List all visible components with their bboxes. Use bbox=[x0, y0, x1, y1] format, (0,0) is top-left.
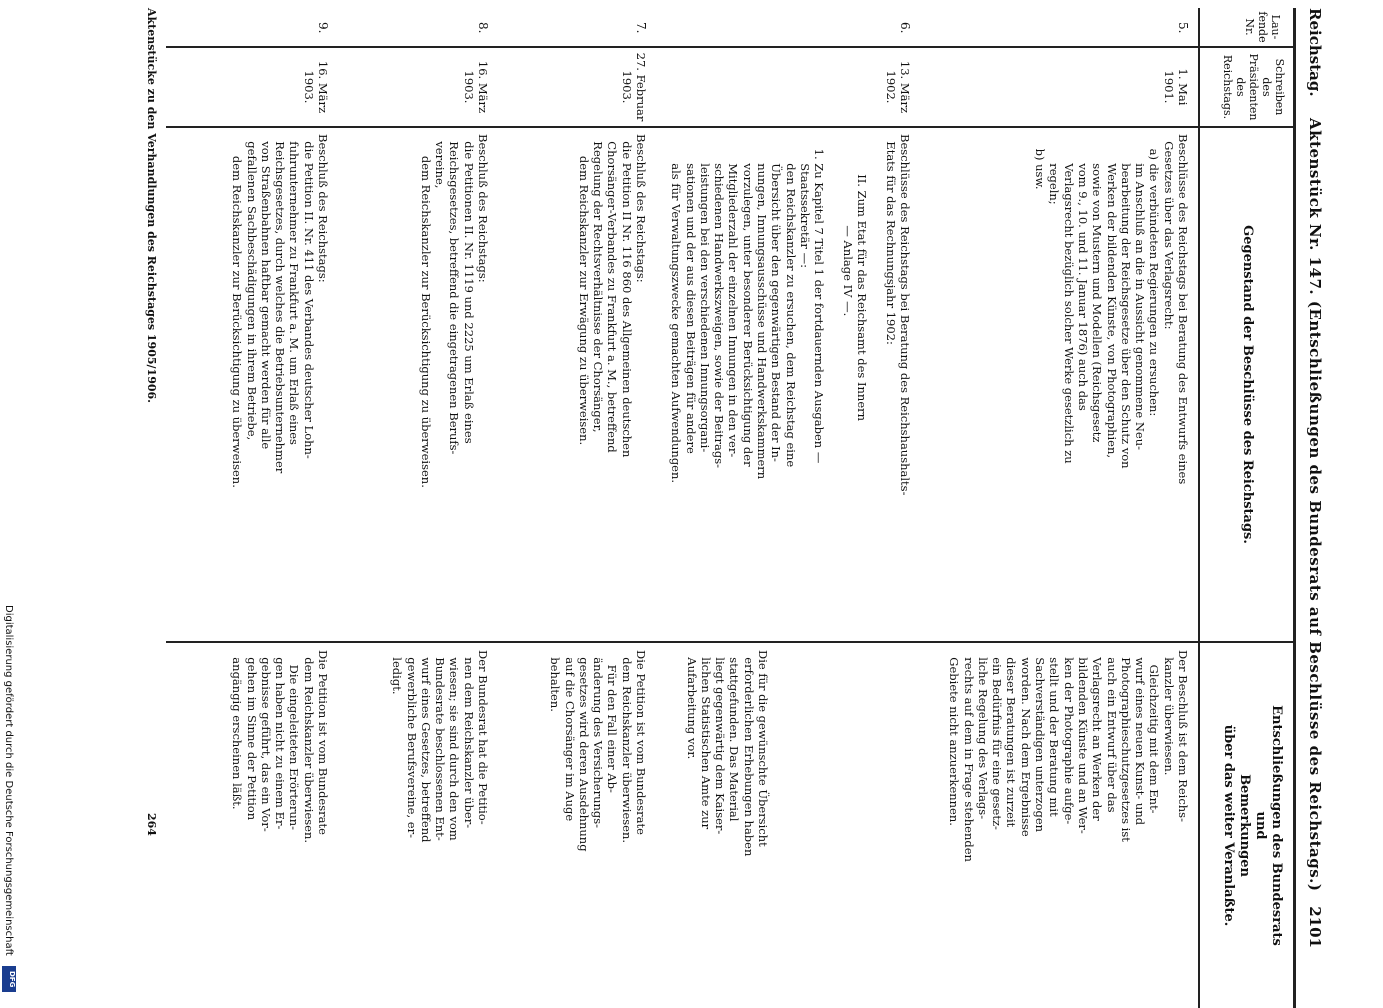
row-number: 8. bbox=[476, 22, 490, 34]
row-date: 27. Februar 1903. bbox=[620, 52, 648, 122]
row-subject: Beschlüsse des Reichstags bei Beratung des Entwurfs eines Gesetzes über das Verlagsrecht: a) die verbündeten Regierungen zu ersuchen: im Anschluß an die in Aussicht genommene Neu- bearbeitung der Reichsgesetze über den Schutz von Werken der bildenden Künste, von Photographien, sowie von Mustern und Modellen (Reichsgesetz vom 9., 10. und 11. Januar 1876) auch das Verlagsrecht bezüglich solcher Werke gesetzlich zu regeln; b) usw. bbox=[1033, 134, 1190, 485]
row-number: 9. bbox=[316, 22, 330, 34]
row-subject: Beschlüsse des Reichstags bei Beratung des Reichshaushalts- Etats für das Rechnungsjahr 1902: II. Zum Etat für das Reichsamt des Innern — Anlage IV —. 1. Zu Kapitel 7 Titel 1 der fortdauernden Ausgaben — Staatssekretär —: den Reichskanzler zu ersuchen, dem Reichstag eine Übersicht über den gegenwärtigen Bestand der In- nungen, Innungsausschüsse und Handwerkskammern vorzulegen, unter besonderer Berücksichtigung der Mitgliederzahl der einzelnen Innungen in den ver- schiedenen Handwerkszweigen, sowie der Beitrags- leistungen bei den verschiedenen Innungsorgani- sationen und der aus diesen Beiträgen für andere als für Verwaltungszwecke gemachten Aufwendungen. bbox=[669, 134, 912, 496]
colhead-schreiben: Schreiben des Präsidenten des Reichstags. bbox=[1221, 53, 1286, 121]
colhead-rule bbox=[1198, 8, 1200, 1008]
row-decision: Die für die gewünschte Übersicht erforderlichen Erhebungen haben stattgefunden. Das Material liegt gegenwärtig dem Kaiser- lichen Statistischen Amte zur Aufarbeitung vor. bbox=[684, 650, 770, 857]
digitization-note: Digitalisierung gefördert durch die Deutsche Forschungsgemeinschaft bbox=[3, 605, 14, 956]
col-divider-3 bbox=[166, 641, 1296, 643]
col-divider-2 bbox=[166, 126, 1296, 128]
footer-note: Aktenstücke zu den Verhandlungen des Reichstages 1905/1906. bbox=[145, 8, 158, 403]
colhead-gegenstand: Gegenstand der Beschlüsse des Reichstags. bbox=[1240, 225, 1255, 544]
row-number: 6. bbox=[898, 22, 912, 34]
row-date: 13. März 1902. bbox=[884, 60, 912, 114]
header-left: Reichstag. bbox=[1306, 8, 1324, 97]
footer-page: 264 bbox=[145, 813, 158, 836]
row-number: 5. bbox=[1176, 22, 1190, 34]
page-header bbox=[1300, 8, 1324, 1008]
col-divider-1 bbox=[166, 46, 1296, 48]
row-decision: Der Beschluß ist dem Reichs- kanzler überwiesen. Gleichzeitig mit dem Ent- wurf eines neuen Kunst- und Photographieschutzgesetzes ist auch ein Entwurf über das Verlagsrecht an Werken der bildenden Künste und an Wer- ken der Photographie aufge- stellt und der Beratung mit Sachverständigen unterzogen worden. Nach dem Ergebnisse dieser Beratungen ist zurzeit ein Bedürfnis für eine gesetz- liche Regelung des Verlags- rechts auf dem in Frage stehenden Gebiete nicht anzuerkennen. bbox=[947, 650, 1190, 862]
row-subject: Beschluß des Reichstags: die Petition II. Nr. 411 des Verbandes deutscher Lohn- fuhrunternehmer zu Frankfurt a. M. um Erlaß eines Reichsgesetzes, durch welches die Betriebsunternehmer von Straßenbahnen haftbar gemacht werden für alle gefallenen Sachbeschädigungen in ihrem Betriebe, dem Reichskanzler zur Berücksichtigung zu überweisen. bbox=[230, 134, 330, 488]
row-number: 7. bbox=[634, 22, 648, 34]
row-decision: Die Petition ist vom Bundesrate dem Reichskanzler überwiesen. Die eingeleiteten Erörterun- gen haben nicht zu einem Er- gebnisse geführt, das ein Vor- gehen im Sinne der Petition angängig erscheinen läßt. bbox=[230, 650, 330, 844]
row-decision: Die Petition ist vom Bundesrate dem Reichskanzler überwiesen. Für den Fall einer Ab- änderung des Versicherungs- gesetzes wird deren Ausdehnung auf die Chorsänger im Auge behalten. bbox=[548, 650, 648, 852]
row-subject: Beschluß des Reichstags: die Petitionen II. Nr. 1119 und 2225 um Erlaß eines Reichsgesetzes, betreffend die eingetragenen Berufs- vereine, dem Reichskanzler zur Berücksichtigung zu überweisen. bbox=[418, 134, 490, 488]
header-page-number: 2101 bbox=[1306, 906, 1324, 948]
row-date: 16. März 1903. bbox=[302, 60, 330, 114]
colhead-entschliessungen: Entschließungen des Bundesrats und Bemerkungen über das weiter Veranlaßte. bbox=[1221, 705, 1284, 946]
document-page bbox=[60, 8, 1330, 1008]
dfg-logo: DFG bbox=[2, 966, 16, 992]
row-decision: Der Bundesrat hat die Petitio- nen dem Reichskanzler über- wiesen; sie sind durch den vom Bundesrate beschlossenen Ent- wurf eines Gesetzes, betreffend gewerbliche Berufsvereine, er- ledigt. bbox=[390, 650, 490, 843]
row-date: 16. März 1903. bbox=[462, 60, 490, 114]
row-date: 1. Mai 1901. bbox=[1162, 68, 1190, 106]
row-subject: Beschluß des Reichstags: die Petition II Nr. 116 860 des Allgemeinen deutschen Chorsänger-Verbandes zu Frankfurt a. M., betreffend Regelung der Rechtsverhältnisse der Chorsänger, dem Reichskanzler zur Erwägung zu überweisen. bbox=[576, 134, 648, 458]
digitization-sidebar bbox=[0, 0, 16, 1000]
header-rule bbox=[1293, 8, 1296, 1008]
header-title: Aktenstück Nr. 147. (Entschließungen des Bundesrats auf Beschlüsse des Reichstags.) bbox=[1306, 118, 1324, 892]
colhead-laufende: Lau- fende Nr. bbox=[1243, 11, 1282, 43]
